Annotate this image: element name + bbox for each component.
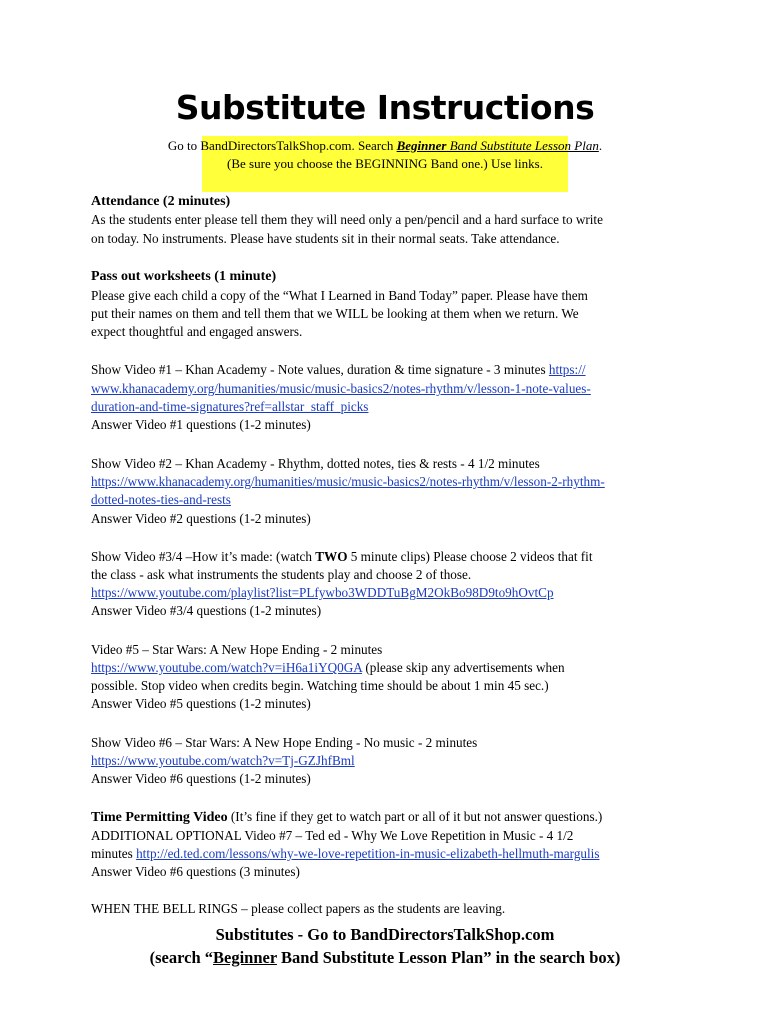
video6-link[interactable]: https://www.youtube.com/watch?v=Tj-GZJhfBml: [91, 753, 355, 768]
video5-text: Video #5 – Star Wars: A New Hope Ending - 2 minutes: [91, 642, 383, 657]
video34-text-b: 5 minute clips) Please choose 2 videos that fit: [347, 549, 593, 564]
time-permitting-line: [91, 809, 602, 826]
video5-after-link: (please skip any advertisements when: [362, 660, 565, 675]
video2-link-line-2: [91, 492, 231, 508]
bell-note: WHEN THE BELL RINGS – please collect papers as the students are leaving.: [91, 901, 506, 916]
intro-text: Go to BandDirectorsTalkShop.com. Search: [167, 138, 397, 153]
video34-answer: Answer Video #3/4 questions (1-2 minutes): [91, 603, 322, 618]
intro-period: .: [598, 138, 603, 153]
video1-link-line-3: [91, 399, 368, 415]
intro-lesson-plan: Band Substitute Lesson Plan: [446, 138, 599, 153]
video5-line-3: possible. Stop video when credits begin. Watching time should be about 1 min 45 sec.): [91, 678, 549, 693]
time-permitting-heading: Time Permitting Video: [91, 810, 228, 825]
video6-answer: Answer Video #6 questions (1-2 minutes): [91, 771, 311, 786]
video7-link-line: [91, 846, 599, 862]
footer-line-2: [0, 948, 770, 968]
video7-line: ADDITIONAL OPTIONAL Video #7 – Ted ed - Why We Love Repetition in Music - 4 1/2: [91, 828, 574, 843]
video34-two: TWO: [315, 549, 348, 564]
intro-line-2: (Be sure you choose the BEGINNING Band one.) Use links.: [227, 156, 543, 171]
footer-search-open: (search “: [149, 948, 213, 967]
worksheets-line-2: put their names on them and tell them that we WILL be looking at them when we return. We: [91, 306, 579, 321]
intro-line-1: [0, 138, 770, 154]
video1-line: [91, 362, 586, 378]
video34-link-line: [91, 585, 554, 601]
attendance-line-1: As the students enter please tell them they will need only a pen/pencil and a hard surface to write: [91, 212, 603, 227]
worksheets-line-1: Please give each child a copy of the “What I Learned in Band Today” paper. Please have them: [91, 288, 588, 303]
video2-link[interactable]: dotted-notes-ties-and-rests: [91, 492, 231, 507]
video6-text: Show Video #6 – Star Wars: A New Hope Ending - No music - 2 minutes: [91, 735, 478, 750]
video2-link[interactable]: https://www.khanacademy.org/humanities/music/music-basics2/notes-rhythm/v/lesson-2-rhythm-: [91, 474, 605, 489]
video1-link[interactable]: www.khanacademy.org/humanities/music/music-basics2/notes-rhythm/v/lesson-1-note-values-: [91, 381, 591, 396]
video7-answer: Answer Video #6 questions (3 minutes): [91, 864, 300, 879]
worksheets-line-3: expect thoughtful and engaged answers.: [91, 324, 303, 339]
attendance-line-2: on today. No instruments. Please have students sit in their normal seats. Take attendance.: [91, 231, 560, 246]
video6-link-line: [91, 753, 355, 769]
intro-beginner: Beginner: [396, 138, 447, 153]
video5-link[interactable]: https://www.youtube.com/watch?v=iH6a1iYQ0GA: [91, 660, 363, 675]
video2-text: Show Video #2 – Khan Academy - Rhythm, dotted notes, ties & rests - 4 1/2 minutes: [91, 456, 540, 471]
video2-link-line-1: [91, 474, 605, 490]
attendance-heading: Attendance (2 minutes): [91, 194, 231, 209]
worksheets-heading: Pass out worksheets (1 minute): [91, 269, 277, 284]
video1-answer: Answer Video #1 questions (1-2 minutes): [91, 417, 311, 432]
footer-beginner: Beginner: [213, 948, 277, 967]
video34-text-a: Show Video #3/4 –How it’s made: (watch: [91, 549, 316, 564]
video34-line: [91, 549, 593, 565]
video5-link-line: [91, 660, 565, 676]
footer-search-rest: Band Substitute Lesson Plan” in the search box): [276, 948, 621, 967]
video34-line-2: the class - ask what instruments the students play and choose 2 of those.: [91, 567, 472, 582]
video1-link-line-2: [91, 381, 591, 397]
video34-link[interactable]: https://www.youtube.com/playlist?list=PLfywbo3WDDTuBgM2OkBo98D9to9hOvtCp: [91, 585, 554, 600]
page-title: Substitute Instructions: [175, 88, 595, 127]
video5-answer: Answer Video #5 questions (1-2 minutes): [91, 696, 311, 711]
video1-link[interactable]: duration-and-time-signatures?ref=allstar_staff_picks: [91, 399, 369, 414]
video1-link[interactable]: https://: [548, 362, 586, 377]
video7-link[interactable]: http://ed.ted.com/lessons/why-we-love-repetition-in-music-elizabeth-hellmuth-margulis: [136, 846, 600, 861]
video1-text: Show Video #1 – Khan Academy - Note values, duration & time signature - 3 minutes: [91, 362, 549, 377]
time-permitting-text: (It’s fine if they get to watch part or all of it but not answer questions.): [227, 809, 603, 824]
video2-answer: Answer Video #2 questions (1-2 minutes): [91, 511, 311, 526]
footer-line-1: Substitutes - Go to BandDirectorsTalkShop.com: [215, 925, 555, 944]
video7-minutes: minutes: [91, 846, 137, 861]
